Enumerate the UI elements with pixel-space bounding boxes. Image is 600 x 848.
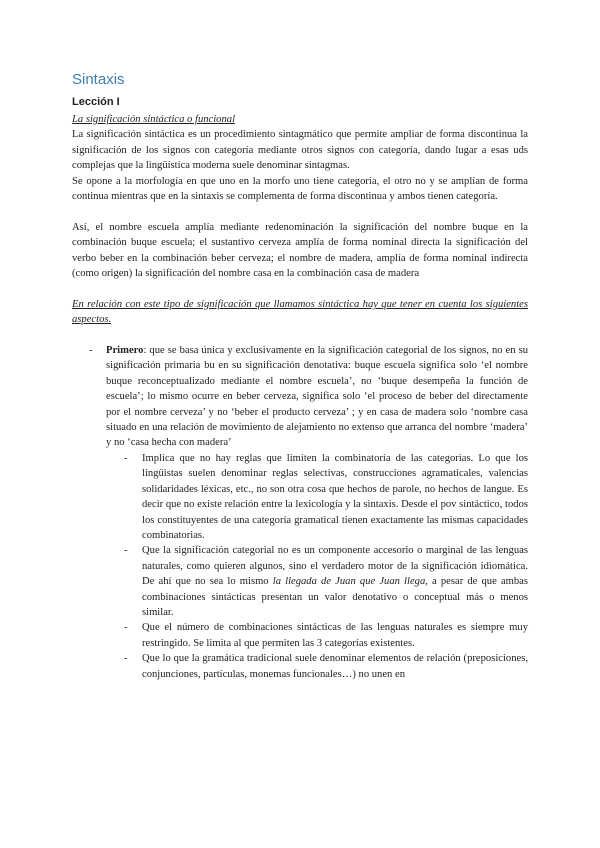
sub-list	[106, 451, 528, 682]
lesson-subtitle: La significación sintáctica o funcional	[72, 114, 236, 125]
sub-item-text: , a pesar de que ambas combinaciones sintácticas presentan un valor denotativo o conceptual más o menos similar.	[142, 576, 528, 618]
intro-paragraph-2: Se opone a la morfología en que uno en la morfo uno tiene categoría, el otro no y se amplían de forma continua mientras que en la sintaxis se complementa de forma discontinua y ambos tienen categoría.	[72, 175, 528, 203]
blank-line	[72, 281, 528, 296]
list-dash: -	[124, 452, 128, 464]
item-text: : que se basa única y exclusivamente en la significación categorial de los signos, no en su significación primaria bu en su significación denotativa: buque escuela significa solo ‘el nombre buque reconceptualizado mediante el nombre escuela’, no ‘buque desempeña la función de escuela’; lo mismo ocurre en beber cerveza, significa solo ‘el proceso de beber del directamente por el nombre cerveza’ y no ‘beber el producto cerveza’ ; y en casa de madera solo ‘nombre casa situado en una relación de movimiento de alejamiento no extenso que arranca del nombre ‘madera’ y no ‘casa hecha con madera’	[106, 345, 528, 449]
section-heading: En relación con este tipo de significación que llamamos sintáctica hay que tener en cuenta los siguientes aspectos.	[72, 298, 528, 326]
document-title: Sintaxis	[72, 71, 125, 88]
intro-paragraph-1: La significación sintáctica es un procedimiento sintagmático que permite ampliar de forma discontinua la significación de los signos con categoría mediante otros signos con categoría, dando lugar a esas uds complejas que la lingüística moderna suele denominar sintagmas.	[72, 129, 528, 172]
list-dash: -	[89, 345, 93, 357]
sub-list-item	[124, 620, 528, 651]
sub-list-item	[124, 543, 528, 620]
sub-item-example: la llegada de Juan que Juan llega	[272, 576, 426, 588]
list-dash: -	[124, 545, 128, 557]
blank-line	[72, 328, 528, 343]
sub-list-item	[124, 651, 528, 682]
document-page	[72, 70, 528, 682]
sub-item-text: Implica que no hay reglas que limiten la combinatoria de las categorías. Lo que los lingüistas suelen denominar reglas selectivas, construcciones agramaticales, valencias solidaridades léxicas, etc., no son otra cosa que hechos de parole, no hechos de langue. Es decir que no existe relación entre la lexicología y la sintaxis. Desde el pov sintáctico, todos los constituyentes de una categoría gramatical tienen exactamente las mismas capacidades combinatorias.	[142, 452, 528, 541]
item-lead: Primero	[106, 345, 144, 357]
sub-item-text: Que lo que la gramática tradicional suele denominar elementos de relación (preposiciones, conjunciones, partículas, monemas funcionales…) no unen en	[142, 653, 528, 680]
list-dash: -	[124, 653, 128, 665]
lesson-heading: Lección I	[72, 96, 120, 108]
list-dash: -	[124, 622, 128, 634]
aspects-list	[72, 343, 528, 682]
list-item	[89, 343, 528, 682]
sub-item-text: Que el número de combinaciones sintácticas de las lenguas naturales es siempre muy restringido. Se limita al que permiten las 3 categorías existentes.	[142, 622, 528, 649]
sub-list-item	[124, 451, 528, 543]
sub-item-text: Que la significación categorial no es un componente accesorio o marginal de las lenguas naturales, como quieren algunos, sino el verdadero motor de la significación idiomática. De ahí que no sea lo mismo	[142, 545, 528, 588]
intro-paragraph-3: Así, el nombre escuela amplía mediante redenominación la significación del nombre buque en la combinación buque escuela; el sustantivo cerveza amplía de forma nominal directa la significación del verbo beber en la combinación beber cerveza; el nombre de madera, amplía de forma nominal indirecta (como origen) la significación del nombre casa en la combinación casa de madera	[72, 221, 528, 280]
blank-line	[72, 204, 528, 219]
